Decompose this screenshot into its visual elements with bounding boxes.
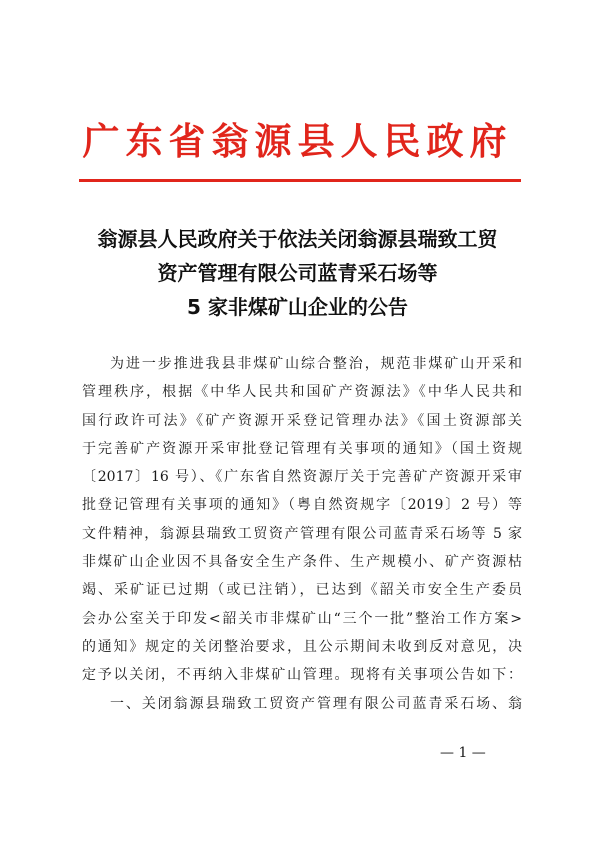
body-line: 于完善矿产资源开采审批登记管理有关事项的通知》（国土资规	[82, 440, 522, 457]
document-body	[82, 350, 522, 718]
body-line: 竭、采矿证已过期（或已注销），已达到《韶关市安全生产委员	[82, 582, 522, 599]
title-line: 资产管理有限公司蓝青采石场等	[157, 261, 438, 285]
title-line: 翁源县人民政府关于依法关闭翁源县瑞致工贸	[97, 227, 498, 251]
body-line: 非煤矿山企业因不具备安全生产条件、生产规模小、矿产资源枯	[82, 554, 522, 571]
issuing-authority-header: 广东省翁源县人民政府	[82, 119, 513, 163]
body-line: 文件精神，翁源县瑞致工贸资产管理有限公司蓝青采石场等 5 家	[82, 525, 522, 542]
body-line: 定予以关闭，不再纳入非煤矿山管理。现将有关事项公告如下：	[82, 667, 522, 684]
body-line: 一、关闭翁源县瑞致工贸资产管理有限公司蓝青采石场、翁	[110, 695, 522, 712]
red-header-rule	[79, 179, 521, 182]
body-line: 会办公室关于印发<韶关市非煤矿山“三个一批”整治工作方案>	[82, 610, 522, 627]
body-line: 为进一步推进我县非煤矿山综合整治，规范非煤矿山开采和	[110, 356, 522, 372]
body-line: 管理秩序，根据《中华人民共和国矿产资源法》《中华人民共和	[82, 384, 522, 401]
body-line: 〔2017〕16 号）、《广东省自然资源厅关于完善矿产资源开采审	[82, 469, 522, 486]
page-number: — 1 —	[440, 745, 486, 761]
document-title	[60, 222, 535, 324]
body-line: 国行政许可法》《矿产资源开采登记管理办法》《国土资源部关	[82, 412, 522, 429]
body-line: 批登记管理有关事项的通知》（粤自然资规字〔2019〕2 号）等	[82, 497, 522, 514]
title-line: 5 家非煤矿山企业的公告	[187, 295, 408, 319]
body-line: 的通知》规定的关闭整治要求，且公示期间未收到反对意见，决	[82, 638, 522, 655]
